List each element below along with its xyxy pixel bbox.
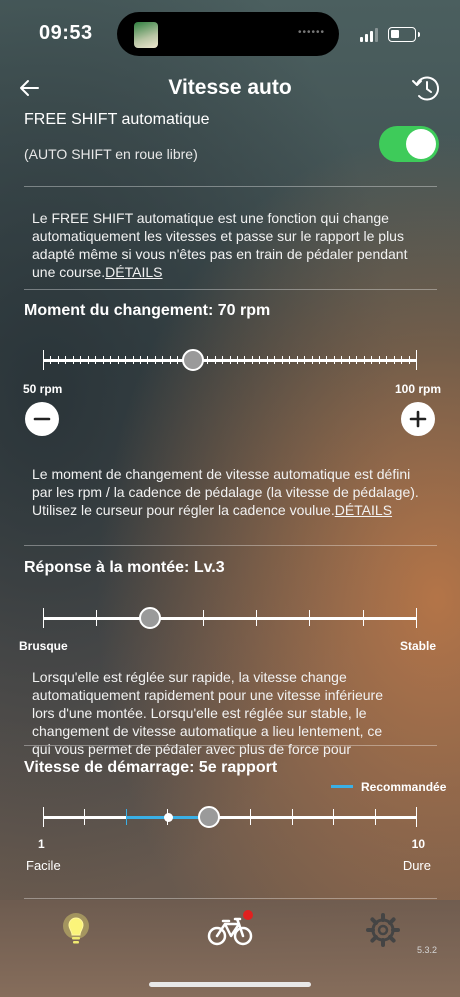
slider-tick bbox=[312, 356, 313, 364]
cellular-signal-icon bbox=[360, 28, 380, 42]
increase-button[interactable] bbox=[401, 402, 435, 436]
slider-tick bbox=[230, 356, 231, 364]
slider-tick bbox=[394, 356, 395, 364]
start-gear-max-label: 10 bbox=[411, 837, 425, 851]
shift-moment-min-label: 50 rpm bbox=[23, 382, 63, 396]
page-title: Vitesse auto bbox=[168, 76, 292, 99]
slider-tick bbox=[215, 356, 216, 364]
recommended-legend-label: Recommandée bbox=[361, 780, 447, 794]
nav-bike[interactable] bbox=[206, 910, 254, 950]
slider-tick bbox=[177, 356, 178, 364]
slider-tick bbox=[110, 356, 111, 364]
start-gear-easy-label: Facile bbox=[26, 858, 61, 873]
toggle-knob bbox=[406, 129, 436, 159]
slider-tick bbox=[96, 610, 97, 626]
climb-response-heading: Réponse à la montée: Lv.3 bbox=[24, 559, 225, 576]
slider-tick bbox=[371, 356, 372, 364]
climb-response-slider[interactable] bbox=[43, 603, 417, 633]
slider-tick bbox=[203, 610, 204, 626]
slider-tick bbox=[401, 356, 402, 364]
slider-tick bbox=[334, 356, 335, 364]
free-shift-title: FREE SHIFT automatique bbox=[24, 111, 210, 128]
slider-tick bbox=[297, 356, 298, 364]
slider-tick bbox=[375, 809, 376, 825]
slider-tick bbox=[282, 356, 283, 364]
shift-moment-description-text: Le moment de changement de vitesse automatique est défini par les rpm / la cadence de pédalage (la vitesse de pédalage). Utilisez le curseur pour régler la cadence voulue. bbox=[32, 466, 419, 518]
free-shift-description-text: Le FREE SHIFT automatique est une fonction qui change automatiquement les vitesses et passe sur le rapport le plus adapté même si vous n'êtes pas en train de pédaler pendant une course. bbox=[32, 210, 408, 280]
decrease-button[interactable] bbox=[25, 402, 59, 436]
slider-tick bbox=[50, 356, 51, 364]
home-indicator bbox=[149, 982, 311, 987]
slider-tick bbox=[140, 356, 141, 364]
slider-tick bbox=[84, 809, 85, 825]
slider-tick bbox=[379, 356, 380, 364]
slider-tick bbox=[256, 610, 257, 626]
slider-knob[interactable] bbox=[139, 607, 161, 629]
battery-icon bbox=[388, 27, 416, 42]
slider-tick bbox=[133, 356, 134, 364]
nav-settings[interactable] bbox=[365, 912, 401, 948]
shift-moment-max-label: 100 rpm bbox=[394, 382, 441, 396]
slider-tick bbox=[252, 356, 253, 364]
slider-tick bbox=[319, 356, 320, 364]
slider-tick bbox=[95, 356, 96, 364]
shift-moment-description bbox=[32, 465, 424, 519]
slider-tick bbox=[416, 807, 417, 827]
slider-tick bbox=[341, 356, 342, 364]
slider-tick bbox=[259, 356, 260, 364]
start-gear-min-label: 1 bbox=[38, 837, 45, 851]
slider-tick bbox=[43, 350, 44, 370]
slider-tick bbox=[162, 356, 163, 364]
plus-icon bbox=[401, 402, 435, 436]
minus-icon bbox=[25, 402, 59, 436]
gear-icon bbox=[365, 912, 401, 948]
slider-tick bbox=[80, 356, 81, 364]
slider-tick bbox=[43, 807, 44, 827]
slider-tick bbox=[73, 356, 74, 364]
slider-tick bbox=[364, 356, 365, 364]
climb-response-description: Lorsqu'elle est réglée sur rapide, la vitesse change automatiquement rapidement pour une vitesse inférieure lors d'une montée. Lorsqu'elle est réglée sur stable, le changement de vitesse automatique a lieu lentement, ce qui vous permet de pédaler avec plus de force pour bbox=[32, 669, 383, 757]
slider-tick bbox=[170, 356, 171, 364]
app-version: 5.3.2 bbox=[417, 945, 438, 955]
slider-tick bbox=[126, 809, 127, 825]
slider-tick bbox=[88, 356, 89, 364]
shift-moment-slider[interactable] bbox=[43, 345, 417, 375]
slider-tick bbox=[386, 356, 387, 364]
slider-tick bbox=[65, 356, 66, 364]
free-shift-details-link[interactable]: DÉTAILS bbox=[105, 264, 163, 280]
shift-moment-heading: Moment du changement: 70 rpm bbox=[24, 302, 271, 319]
status-time: 09:53 bbox=[39, 22, 93, 44]
slider-tick bbox=[274, 356, 275, 364]
divider bbox=[24, 898, 437, 899]
notification-badge bbox=[243, 910, 253, 920]
battery-tip bbox=[418, 32, 420, 37]
slider-tick bbox=[43, 608, 44, 628]
slider-knob[interactable] bbox=[182, 349, 204, 371]
slider-tick bbox=[58, 356, 59, 364]
slider-tick bbox=[363, 610, 364, 626]
slider-tick bbox=[289, 356, 290, 364]
slider-tick bbox=[237, 356, 238, 364]
slider-tick bbox=[147, 356, 148, 364]
slider-tick bbox=[155, 356, 156, 364]
lightbulb-icon bbox=[56, 910, 96, 950]
divider bbox=[24, 745, 437, 746]
slider-tick bbox=[326, 356, 327, 364]
free-shift-subtitle: (AUTO SHIFT en roue libre) bbox=[24, 146, 198, 162]
slider-tick bbox=[267, 356, 268, 364]
slider-tick bbox=[118, 356, 119, 364]
slider-tick bbox=[292, 809, 293, 825]
divider bbox=[24, 545, 437, 546]
slider-track bbox=[43, 816, 417, 819]
history-clock-icon bbox=[410, 72, 442, 104]
slider-tick bbox=[250, 809, 251, 825]
slider-track bbox=[43, 617, 417, 620]
recommended-legend-swatch bbox=[331, 785, 353, 788]
climb-response-max-label: Stable bbox=[399, 639, 436, 653]
shift-moment-details-link[interactable]: DÉTAILS bbox=[334, 502, 393, 518]
slider-tick bbox=[356, 356, 357, 364]
slider-tick bbox=[416, 608, 417, 628]
start-gear-slider[interactable] bbox=[43, 802, 417, 832]
start-gear-heading: Vitesse de démarrage: 5e rapport bbox=[24, 759, 278, 776]
dynamic-island-indicator: •••••• bbox=[298, 27, 326, 38]
slider-tick bbox=[244, 356, 245, 364]
slider-tick bbox=[416, 350, 417, 370]
free-shift-toggle[interactable] bbox=[379, 126, 439, 162]
slider-tick bbox=[333, 809, 334, 825]
slider-tick bbox=[409, 356, 410, 364]
climb-response-min-label: Brusque bbox=[19, 639, 68, 653]
slider-tick bbox=[309, 610, 310, 626]
recommended-marker bbox=[164, 813, 173, 822]
slider-tick bbox=[304, 356, 305, 364]
nav-lights[interactable] bbox=[56, 910, 96, 950]
start-gear-hard-label: Dure bbox=[402, 858, 431, 873]
slider-tick bbox=[125, 356, 126, 364]
divider bbox=[24, 186, 437, 187]
divider bbox=[24, 289, 437, 290]
slider-tick bbox=[207, 356, 208, 364]
free-shift-description bbox=[32, 209, 412, 281]
history-button[interactable] bbox=[410, 72, 442, 104]
slider-tick bbox=[222, 356, 223, 364]
slider-tick bbox=[103, 356, 104, 364]
now-playing-thumbnail bbox=[134, 22, 158, 48]
slider-knob[interactable] bbox=[198, 806, 220, 828]
slider-tick bbox=[349, 356, 350, 364]
